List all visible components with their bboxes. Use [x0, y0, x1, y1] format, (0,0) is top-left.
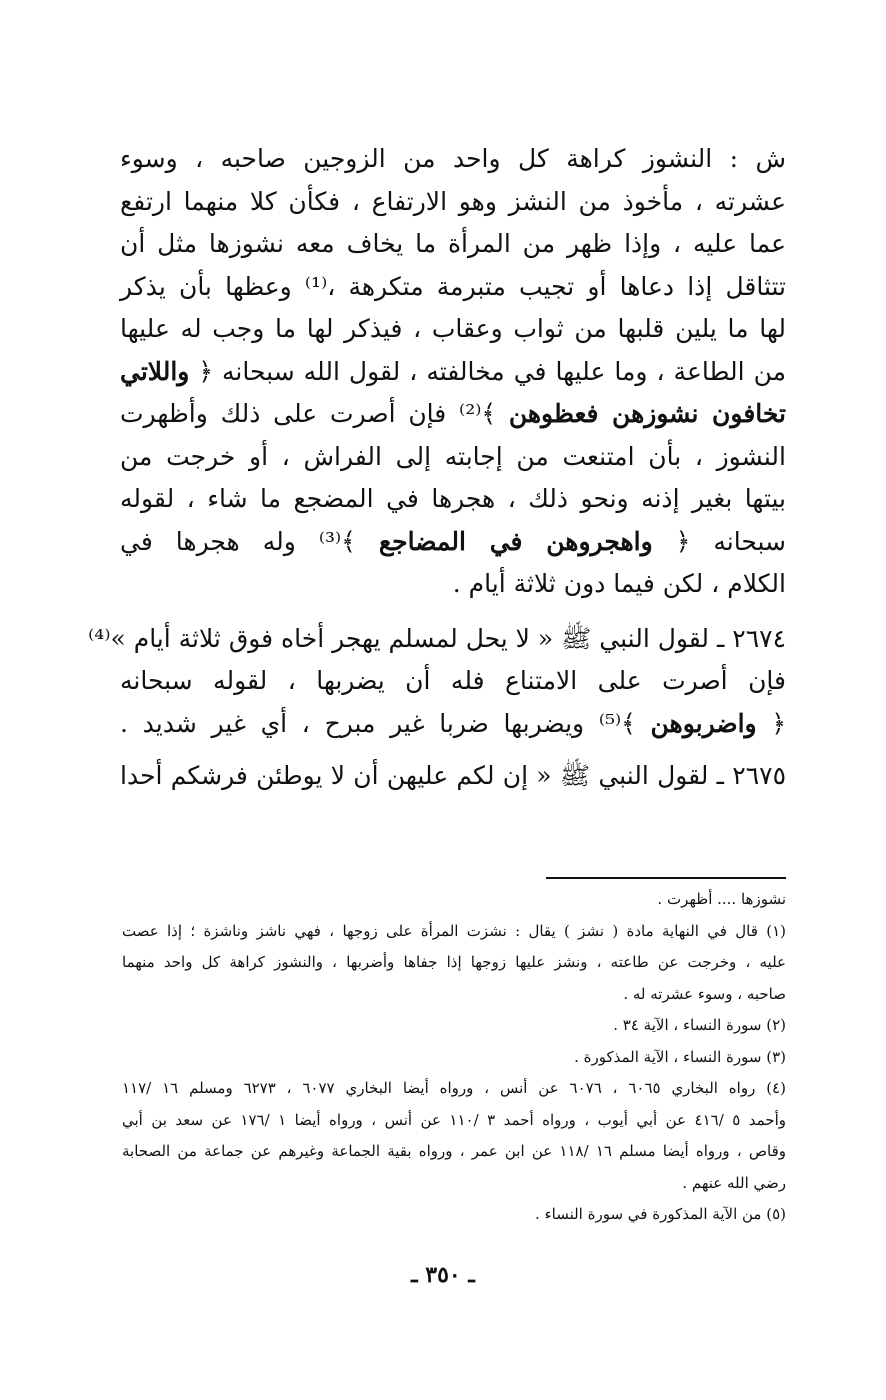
hadith-line: ٢٦٧٤ ـ لقول النبي ﷺ « لا يحل لمسلم يهجر أخاه فوق ثلاثة أيام »⁽⁴⁾: [88, 623, 786, 653]
footnote-3: (٣) سورة النساء ، الآية المذكورة .: [574, 1047, 786, 1066]
text-line: الكلام ، لكن فيما دون ثلاثة أيام .: [452, 569, 786, 598]
text-line: تتثاقل إذا دعاها أو تجيب متبرمة متكرهة ،⁽¹⁾ وعظها بأن يذكر: [120, 271, 786, 301]
quran-verse: تخافون نشوزهن فعظوهن: [508, 399, 786, 428]
text-line: [120, 351, 786, 394]
footnote-2: (٢) سورة النساء ، الآية ٣٤ .: [613, 1016, 786, 1034]
page-number: ـ ٣٥٠ ـ: [411, 1262, 475, 1288]
footnotes: [122, 884, 786, 1231]
quran-verse: واللاتي: [120, 356, 190, 386]
hadith-line: [120, 703, 786, 746]
text-segment: سبحانه ﴿: [675, 526, 787, 556]
text-line: [120, 393, 786, 436]
hadith-2675: [120, 755, 786, 798]
text-line: بيتها بغير إذنه ونحو ذلك ، هجرها في المضجع ما شاء ، لقوله: [120, 484, 786, 513]
text-segment: ﴾⁽³⁾ وله هجرها في: [120, 526, 356, 556]
footnote-variant: نشوزها .... أظهرت .: [657, 890, 786, 908]
text-line: النشوز ، بأن امتنعت من إجابته إلى الفراش ، أو خرجت من: [120, 441, 786, 471]
quran-verse: واهجروهن في المضاجع: [378, 526, 653, 556]
footnote-4: رضي الله عنهم .: [682, 1173, 786, 1192]
footnote-4: وأحمد ٥ /٤١٦ عن أبي أيوب ، ورواه أحمد ٣ /١١٠ عن أنس ، ورواه أيضا ١ /١٧٦ عن سعد بن أبي: [122, 1110, 786, 1129]
text-segment: من الطاعة ، وما عليها في مخالفته ، لقول الله سبحانه ﴿: [198, 356, 786, 386]
footnote-4: وقاص ، ورواه أيضا مسلم ١٦ /١١٨ عن ابن عمر ، ورواه بقية الجماعة وغيرهم عن جماعة من الصحابة: [122, 1142, 786, 1160]
footnote-5: (٥) من الآية المذكورة في سورة النساء .: [535, 1205, 786, 1223]
text-line: عما عليه ، وإذا ظهر من المرأة ما يخاف معه نشوزها مثل أن: [120, 229, 786, 258]
text-line: عشرته ، مأخوذ من النشز وهو الارتفاع ، فكأن كلا منهما ارتفع: [120, 186, 786, 216]
footnote-1: (١) قال في النهاية مادة ( نشز ) يقال : نشزت المرأة على زوجها ، فهي ناشز وناشزة ؛ إذا عصت: [122, 921, 786, 940]
footnote-1: صاحبه ، وسوء عشرته له .: [623, 984, 786, 1003]
text-line: لها ما يلين قلبها من ثواب وعقاب ، فيذكر لها ما وجب له عليها: [120, 314, 786, 343]
quran-verse: واضربوهن: [650, 708, 757, 738]
main-text: [88, 138, 787, 808]
text-line: [120, 521, 786, 564]
hadith-line: فإن أصرت على الامتناع فله أن يضربها ، لقوله سبحانه: [120, 666, 786, 695]
text-line: ش : النشوز كراهة كل واحد من الزوجين صاحبه ، وسوء: [120, 144, 786, 173]
hadith-2674: [88, 618, 786, 746]
text-segment: ﴿: [771, 708, 786, 738]
footnote-1: عليه ، وخرجت عن طاعته ، ونشز عليها زوجها إذا جفاها وأضربها ، والنشوز كراهة كل واحد منهما: [122, 953, 786, 971]
text-segment: ﴾⁽²⁾ فإن أصرت على ذلك وأظهرت: [120, 399, 497, 428]
footnote-separator: [546, 877, 786, 879]
footnote-4: (٤) رواه البخاري ٦٠٦٥ ، ٦٠٧٦ عن أنس ، ورواه أيضا البخاري ٦٠٧٧ ، ٦٢٧٣ ومسلم ١٦ /١١٧: [122, 1079, 786, 1097]
hadith-line: ٢٦٧٥ ـ لقول النبي ﷺ « إن لكم عليهن أن لا يوطئن فرشكم أحدا: [120, 761, 786, 790]
text-segment: ﴾⁽⁵⁾ ويضربها ضربا غير مبرح ، أي غير شديد .: [120, 708, 636, 738]
